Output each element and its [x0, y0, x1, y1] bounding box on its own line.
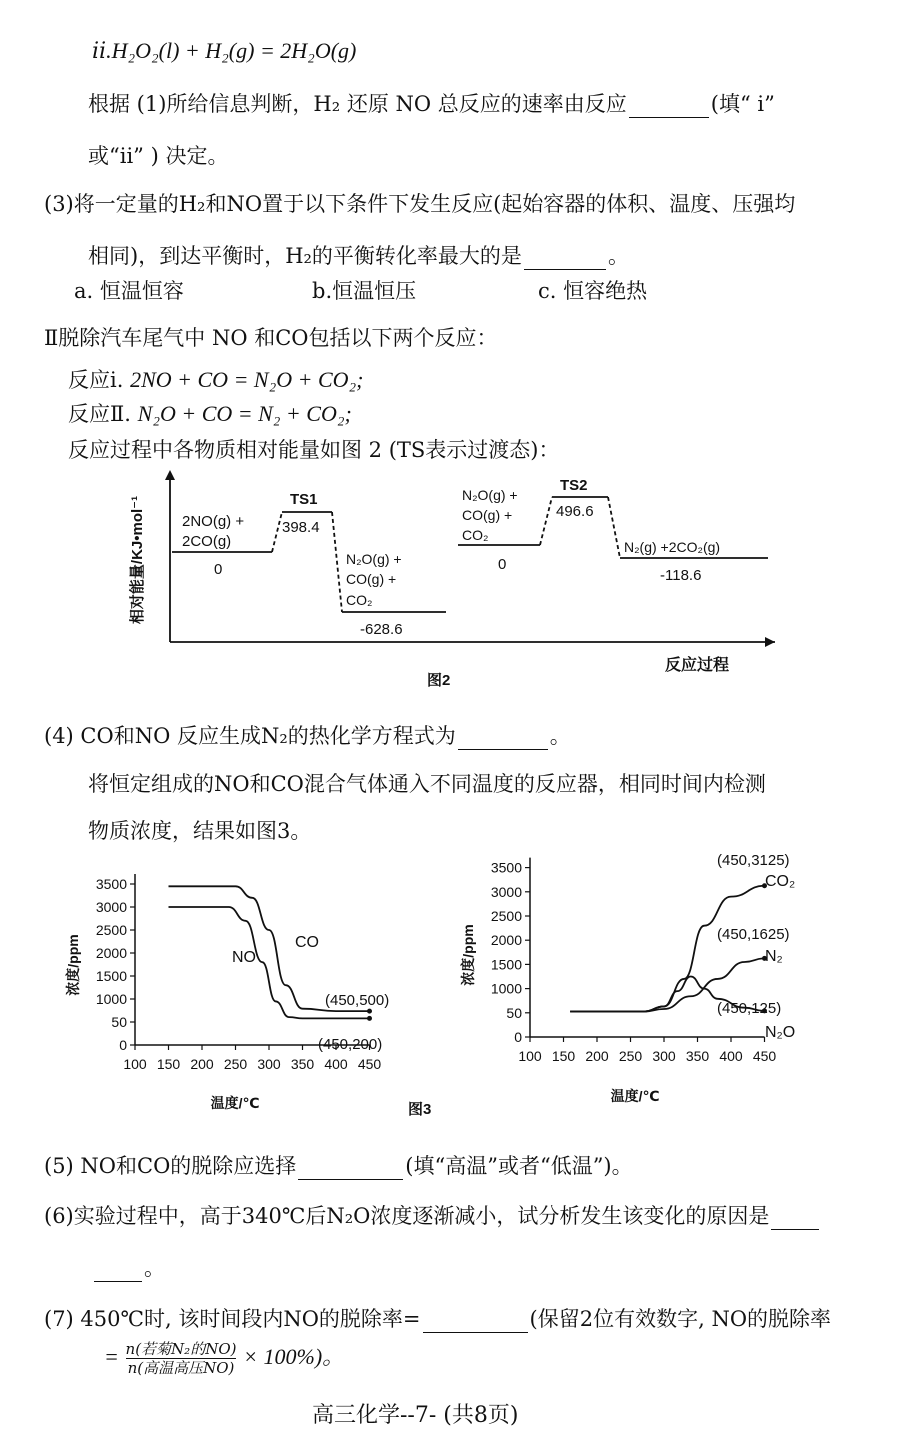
- reaction-ii-equation: N₂O + CO = N₂ + CO₂;: [137, 401, 352, 426]
- point-annotation-2: (450,125): [717, 1000, 782, 1017]
- s2-line3: CO₂: [346, 592, 373, 608]
- s3-line3: CO₂: [462, 527, 489, 543]
- answer-blank-7[interactable]: [423, 1331, 528, 1333]
- option-c: c. 恒容绝热: [538, 279, 648, 303]
- question-2-hint: (填“ i”: [710, 92, 775, 116]
- y-axis-arrow: [165, 470, 175, 480]
- y-tick-label: 0: [119, 1037, 127, 1053]
- page-footer: 高三化学--7- (共8页): [312, 1403, 519, 1428]
- x-axis-arrow: [765, 637, 775, 647]
- s3-line2: CO(g) +: [462, 507, 513, 523]
- y-tick-label: 3000: [490, 883, 522, 900]
- point-annotation-1: (450,200): [318, 1036, 383, 1053]
- series-label-0: CO: [295, 934, 319, 951]
- y-tick-label: 1500: [490, 956, 522, 973]
- x-tick-label: 400: [324, 1056, 348, 1072]
- s3-line1: N₂O(g) +: [462, 487, 518, 503]
- y-tick-label: 2500: [95, 922, 127, 938]
- question-4-line: [44, 720, 571, 750]
- x-tick-label: 100: [518, 1048, 542, 1064]
- y-tick-label: 1000: [95, 991, 127, 1007]
- energy-diagram: [120, 470, 790, 695]
- question-7-line: [44, 1303, 831, 1333]
- x-tick-label: 200: [585, 1048, 609, 1064]
- y-tick-label: 3000: [95, 899, 127, 915]
- equation-ii: ⅱ.H₂O₂(l) + H₂(g) = 2H₂O(g): [92, 38, 357, 63]
- series-label-2: N₂O: [765, 1024, 796, 1041]
- s2-value: -628.6: [360, 621, 403, 638]
- question-7-formula: [104, 1340, 344, 1377]
- question-3-line-2: [88, 240, 629, 270]
- ts2-label: TS2: [560, 477, 588, 494]
- reaction-i-label: 反应ⅰ.: [68, 368, 124, 392]
- y-tick-label: 1000: [490, 980, 522, 997]
- series-endpoint-0: [367, 1009, 372, 1014]
- x-tick-label: 250: [223, 1056, 248, 1072]
- s2-line2: CO(g) +: [346, 571, 397, 587]
- fig2-xlabel: 反应过程: [665, 657, 730, 674]
- x-axis-label: 温度/℃: [210, 1095, 260, 1111]
- question-6-line-2: [92, 1252, 165, 1282]
- y-tick-label: 2500: [490, 908, 522, 924]
- x-tick-label: 350: [290, 1056, 315, 1072]
- s1-line2: 2CO(g): [182, 533, 232, 550]
- figure-3-intro: 将恒定组成的NO和CO混合气体通入不同温度的反应器，相同时间内检测: [88, 772, 766, 796]
- option-a: a. 恒温恒容: [74, 279, 184, 303]
- x-tick-label: 200: [190, 1056, 214, 1072]
- y-tick-label: 50: [111, 1014, 127, 1030]
- x-axis-label: 温度/℃: [610, 1088, 660, 1104]
- question-2-line: [88, 88, 775, 118]
- series-line-0: [570, 886, 764, 1012]
- point-annotation-0: (450,500): [325, 992, 390, 1009]
- question-3-text: 相同)，到达平衡时，H₂的平衡转化率最大的是: [88, 244, 522, 268]
- figure-3-intro-2: 物质浓度，结果如图3。: [88, 819, 312, 843]
- fig2-ylabel: 相对能量/KJ•mol⁻¹: [129, 495, 146, 625]
- dash-2: [332, 512, 342, 612]
- s4-label: N₂(g) +2CO₂(g): [624, 539, 721, 555]
- series-label-0: CO₂: [765, 873, 796, 890]
- chart-co2-n2-n2o: [455, 845, 830, 1115]
- question-2-text: 根据 (1)所给信息判断，H₂ 还原 NO 总反应的速率由反应: [88, 92, 627, 116]
- question-2-line-2: 或“ii” ) 决定。: [88, 144, 229, 168]
- series-label-1: N₂: [765, 948, 783, 965]
- y-tick-label: 1500: [95, 968, 127, 984]
- s1-value: 0: [214, 561, 223, 578]
- question-5-text: (5) NO和CO的脱除应选择: [44, 1154, 297, 1178]
- formula-fraction: [126, 1340, 237, 1377]
- x-tick-label: 350: [685, 1048, 710, 1064]
- question-3-line: (3)将一定量的H₂和NO置于以下条件下发生反应(起始容器的体积、温度、压强均: [44, 192, 796, 216]
- ts1-label: TS1: [290, 491, 318, 508]
- x-tick-label: 400: [719, 1048, 743, 1064]
- formula-equals: =: [104, 1344, 119, 1369]
- question-7-hint: (保留2位有效数字, NO的脱除率: [529, 1307, 832, 1331]
- fig2-caption: 图2: [427, 672, 451, 689]
- reaction-ii: [68, 398, 352, 428]
- x-tick-label: 150: [551, 1048, 576, 1064]
- option-b: b.恒温恒压: [312, 279, 417, 303]
- ts1-value: 398.4: [282, 519, 320, 536]
- s2-line1: N₂O(g) +: [346, 551, 402, 567]
- question-5-line: [44, 1150, 633, 1180]
- answer-blank-6b[interactable]: [94, 1280, 142, 1282]
- answer-blank-2[interactable]: [629, 116, 709, 118]
- question-6-text: (6)实验过程中，高于340℃后N₂O浓度逐渐减小，试分析发生该变化的原因是: [44, 1204, 770, 1228]
- question-3-end: 。: [607, 244, 629, 268]
- reaction-i-equation: 2NO + CO = N₂O + CO₂;: [130, 367, 364, 392]
- x-tick-label: 300: [257, 1056, 281, 1072]
- dash-4: [608, 497, 620, 558]
- s3-value: 0: [498, 556, 507, 573]
- answer-blank-3[interactable]: [524, 268, 606, 270]
- ts2-value: 496.6: [556, 503, 594, 520]
- chart-co-no: [60, 845, 400, 1115]
- s4-value: -118.6: [660, 567, 702, 584]
- reaction-ii-label: 反应Ⅱ.: [68, 402, 131, 426]
- dash-3: [540, 497, 552, 545]
- x-tick-label: 300: [652, 1048, 676, 1064]
- x-tick-label: 250: [618, 1048, 643, 1064]
- y-tick-label: 2000: [95, 945, 127, 961]
- question-6-end: 。: [144, 1256, 165, 1280]
- point-annotation-0: (450,3125): [717, 852, 790, 869]
- dash-1: [272, 512, 282, 552]
- x-tick-label: 100: [123, 1056, 147, 1072]
- y-axis-label: 浓度/ppm: [65, 934, 81, 996]
- y-axis-label: 浓度/ppm: [460, 924, 476, 986]
- series-label-1: NO: [232, 949, 256, 966]
- reaction-i: [68, 364, 364, 394]
- question-4-end: 。: [549, 724, 571, 748]
- answer-blank-5[interactable]: [298, 1178, 403, 1180]
- figure-2-intro: 反应过程中各物质相对能量如图 2 (TS表示过渡态)：: [68, 438, 560, 462]
- section-2-heading: Ⅱ脱除汽车尾气中 NO 和CO包括以下两个反应：: [44, 326, 498, 350]
- y-tick-label: 3500: [490, 859, 522, 876]
- x-tick-label: 450: [357, 1056, 382, 1072]
- fraction-denominator: n(高温高压NO): [127, 1359, 235, 1377]
- x-tick-label: 150: [156, 1056, 181, 1072]
- y-tick-label: 2000: [490, 932, 522, 949]
- question-4-text: (4) CO和NO 反应生成N₂的热化学方程式为: [44, 724, 456, 748]
- fig3-caption: 图3: [408, 1101, 432, 1118]
- fraction-numerator: n(若菊N₂的NO): [125, 1340, 237, 1358]
- question-5-hint: (填“高温”或者“低温”)。: [405, 1154, 633, 1178]
- formula-tail: × 100%)。: [243, 1344, 345, 1369]
- question-6-line: [44, 1200, 821, 1230]
- answer-blank-6[interactable]: [771, 1228, 819, 1230]
- s1-line1: 2NO(g) +: [182, 513, 245, 530]
- answer-blank-4[interactable]: [458, 748, 548, 750]
- question-7-text: (7) 450℃时, 该时间段内NO的脱除率=: [44, 1307, 421, 1331]
- y-tick-label: 50: [506, 1004, 522, 1021]
- series-endpoint-1: [367, 1016, 372, 1021]
- y-tick-label: 3500: [95, 876, 127, 892]
- y-tick-label: 0: [514, 1029, 522, 1045]
- point-annotation-1: (450,1625): [717, 926, 790, 943]
- x-tick-label: 450: [752, 1048, 777, 1064]
